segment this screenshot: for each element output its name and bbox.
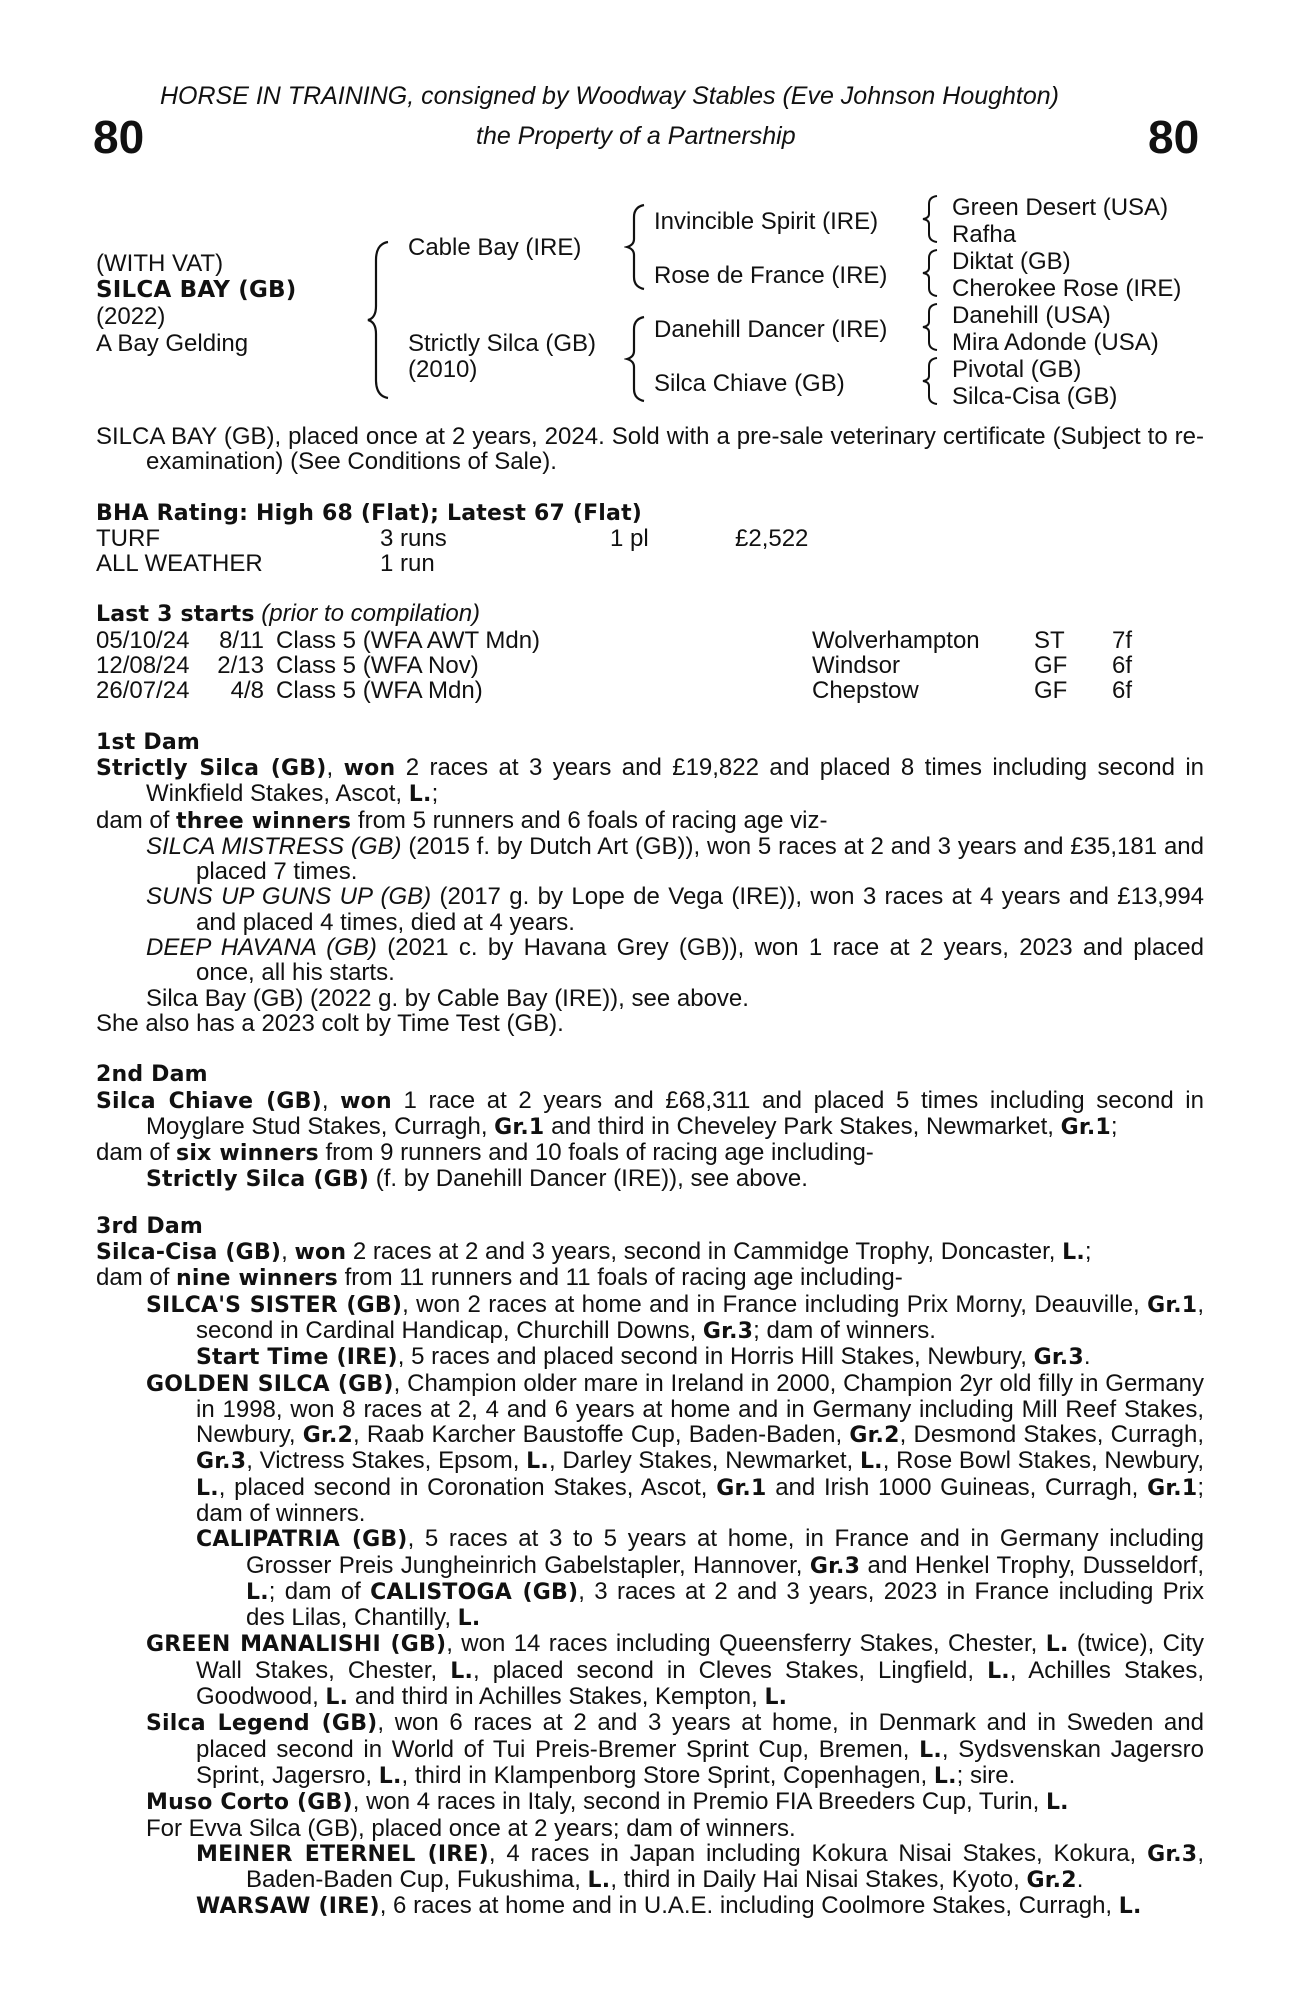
g3-pivotal: Pivotal (GB) xyxy=(952,356,1082,383)
last-starts-title: Last 3 starts xyxy=(96,602,255,628)
starts-heading xyxy=(96,601,1204,627)
foaling-year: (2022) xyxy=(96,303,166,330)
record-text: and Henkel Trophy, Dusseldorf, xyxy=(860,1551,1204,1579)
won-label: won xyxy=(340,1088,392,1114)
race-grade-label: Gr.1 xyxy=(1147,1292,1198,1318)
produce-text: (2021 c. by Havana Grey (GB)), won 1 race at 2 years, 2023 and placed once, all his starts. xyxy=(196,934,1205,987)
produce-text: (f. by Danehill Dancer (IRE)), see above. xyxy=(369,1165,808,1193)
lot-number-left: 80 xyxy=(93,111,145,163)
dam-of-detail: from 5 runners and 6 foals of racing age viz- xyxy=(351,806,828,834)
record-text: , Desmond Stakes, Curragh, xyxy=(899,1421,1204,1449)
produce-name: Strictly Silca (GB) xyxy=(146,1167,370,1193)
starts-note: (prior to compilation) xyxy=(261,600,481,628)
property-line: the Property of a Partnership xyxy=(476,122,796,150)
second-dam-text: and third in Cheveley Park Stakes, Newmarket, xyxy=(544,1112,1061,1140)
punct: ; xyxy=(1110,1112,1118,1140)
race-grade-label: Gr.3 xyxy=(702,1318,754,1344)
turf-row xyxy=(96,526,1204,551)
race-grade-label: Gr.1 xyxy=(1147,1475,1198,1501)
dam-name: Strictly Silca (GB) xyxy=(408,330,597,357)
brace-g3-4 xyxy=(920,356,942,406)
g3-mira-adonde: Mira Adonde (USA) xyxy=(952,329,1159,356)
record-text: , placed second in Coronation Stakes, Ascot, xyxy=(218,1473,717,1501)
summary-paragraph: SILCA BAY (GB), placed once at 2 years, 2024. Sold with a pre-sale veterinary certificate (Subject to re-examination) (See Conditions of Sale). xyxy=(96,423,1204,476)
consignor-line: HORSE IN TRAINING, consigned by Woodway Stables (Eve Johnson Houghton) xyxy=(160,82,1060,110)
produce-entry xyxy=(96,1631,1204,1710)
produce-entry xyxy=(96,834,1204,885)
listed-label: L. xyxy=(408,782,432,808)
produce-name: Muso Corto (GB) xyxy=(146,1790,353,1816)
race-grade-label: L. xyxy=(1045,1632,1069,1658)
g3-silca-cisa: Silca-Cisa (GB) xyxy=(952,383,1118,410)
dam-of-text: dam of xyxy=(96,1139,177,1167)
aw-runs: 1 run xyxy=(380,550,435,578)
second-dam-produce xyxy=(96,1140,1204,1166)
second-dam-title: 2nd Dam xyxy=(96,1062,208,1088)
produce-name: Start Time (IRE) xyxy=(196,1345,398,1371)
record-text: , Victress Stakes, Epsom, xyxy=(246,1447,527,1475)
horse-name: SILCA BAY (GB) xyxy=(96,277,297,303)
record-text: ; sire. xyxy=(956,1761,1016,1789)
g3-green-desert: Green Desert (USA) xyxy=(952,194,1169,221)
produce-name: Silca Legend (GB) xyxy=(146,1711,378,1737)
winners-count: three winners xyxy=(176,808,352,834)
first-dam-produce xyxy=(96,808,1204,834)
race-grade-label: L. xyxy=(764,1685,788,1711)
produce-entry xyxy=(96,1371,1204,1527)
race-grade-label: Gr.2 xyxy=(1026,1868,1077,1894)
produce-entry xyxy=(96,1893,1204,1919)
produce-entry: For Evva Silca (GB), placed once at 2 years; dam of winners. xyxy=(146,1814,796,1842)
group-label: Gr.1 xyxy=(494,1114,545,1140)
record-text: , 5 races and placed second in Horris Hill Stakes, Newbury, xyxy=(397,1343,1034,1371)
produce-name: GREEN MANALISHI (GB) xyxy=(146,1632,447,1658)
produce-entry xyxy=(96,884,1204,935)
produce-name: WARSAW (IRE) xyxy=(196,1894,380,1920)
brace-g3-2 xyxy=(920,248,942,298)
produce-name: CALIPATRIA (GB) xyxy=(196,1527,408,1553)
produce-entry: Silca Bay (GB) (2022 g. by Cable Bay (IRE)), see above. xyxy=(146,984,749,1012)
race-grade-label: L. xyxy=(919,1737,942,1763)
start-distance: 6f xyxy=(1112,652,1133,680)
start-course: Windsor xyxy=(812,652,901,680)
start-date: 05/10/24 xyxy=(96,626,190,654)
dam-sire: Danehill Dancer (IRE) xyxy=(654,316,888,343)
start-row xyxy=(96,628,1204,653)
start-distance: 6f xyxy=(1112,677,1133,705)
race-grade-label: Gr.3 xyxy=(1147,1841,1198,1867)
race-grade-label: Gr.3 xyxy=(196,1449,247,1475)
race-grade-label: L. xyxy=(450,1658,474,1684)
first-dam-heading xyxy=(96,729,1204,755)
produce-name: SILCA'S SISTER (GB) xyxy=(146,1292,403,1318)
turf-label: TURF xyxy=(96,524,160,552)
horse-description: A Bay Gelding xyxy=(96,330,249,357)
start-race: Class 5 (WFA Nov) xyxy=(276,652,479,680)
produce-name: DEEP HAVANA (GB) xyxy=(146,934,377,962)
rating-heading xyxy=(96,500,1204,526)
race-grade-label: L. xyxy=(246,1579,269,1605)
brace-g3-1 xyxy=(920,194,942,244)
third-dam-title: 3rd Dam xyxy=(96,1213,203,1239)
sire-sire: Invincible Spirit (IRE) xyxy=(654,208,879,235)
record-text: , 3 races at 2 and 3 years, 2023 in France including Prix des Lilas, Chantilly, xyxy=(246,1577,1204,1632)
first-dam-record: Strictly Silca (GB), won 2 races at 3 years and £19,822 and placed 8 times including second in Winkfield Stakes, Ascot, L.; xyxy=(96,753,1205,808)
dam-of-text: dam of xyxy=(96,806,177,834)
race-grade-label: L. xyxy=(587,1868,611,1894)
race-grade-label: L. xyxy=(1045,1790,1069,1816)
race-grade-label: L. xyxy=(1118,1894,1142,1920)
first-dam-title: 1st Dam xyxy=(96,729,201,755)
catalogue-body xyxy=(96,424,1204,1920)
record-text: , 6 races at home and in U.A.E. including Coolmore Stakes, Curragh, xyxy=(379,1892,1119,1920)
g3-danehill: Danehill (USA) xyxy=(952,302,1111,329)
record-text: . xyxy=(1083,1343,1091,1371)
winners-count: six winners xyxy=(176,1141,319,1167)
start-going: GF xyxy=(1034,677,1068,705)
punct: ; xyxy=(431,780,439,808)
start-position: 2/13 xyxy=(217,652,264,680)
record-text: , won 14 races including Queensferry Stakes, Chester, xyxy=(446,1630,1046,1658)
sire-dam: Rose de France (IRE) xyxy=(654,262,888,289)
start-position: 4/8 xyxy=(230,677,264,705)
group-label: Gr.1 xyxy=(1060,1114,1111,1140)
record-text: , 4 races in Japan including Kokura Nisai Stakes, Kokura, xyxy=(488,1839,1148,1867)
sire-name: Cable Bay (IRE) xyxy=(408,234,582,261)
produce-note: She also has a 2023 colt by Time Test (GB). xyxy=(96,1009,564,1037)
g3-rafha: Rafha xyxy=(952,221,1017,248)
race-grade-label: L. xyxy=(987,1658,1010,1684)
record-text: (twice), City Wall Stakes, Chester, xyxy=(196,1630,1204,1684)
start-date: 26/07/24 xyxy=(96,677,190,705)
g3-diktat: Diktat (GB) xyxy=(952,248,1071,275)
start-going: ST xyxy=(1034,626,1065,654)
produce-name: GOLDEN SILCA (GB) xyxy=(146,1371,394,1397)
dam-of-detail: from 9 runners and 10 foals of racing age including- xyxy=(318,1139,874,1167)
record-text: ; dam of winners. xyxy=(196,1473,1205,1527)
produce-entry xyxy=(96,1344,1204,1370)
produce-entry xyxy=(96,1789,1204,1815)
brace-g3-3 xyxy=(920,302,942,352)
start-race: Class 5 (WFA AWT Mdn) xyxy=(276,626,541,654)
record-text: , Champion older mare in Ireland in 2000, Champion 2yr old filly in Germany in 1998, won 8 races at 2, 4 and 6 years at home and in Germany including Mill Reef Stakes, Newbury, xyxy=(196,1369,1204,1449)
start-race: Class 5 (WFA Mdn) xyxy=(276,677,483,705)
race-grade-label: L. xyxy=(859,1449,883,1475)
start-position: 8/11 xyxy=(219,626,264,654)
first-dam-name: Strictly Silca (GB) xyxy=(96,755,327,781)
record-text: , 5 races at 3 to 5 years at home, in France and in Germany including Grosser Preis Jungheinrich Gabelstapler, Hannover, xyxy=(246,1525,1204,1579)
start-row xyxy=(96,678,1204,703)
race-grade-label: L. xyxy=(933,1763,957,1789)
record-text: , Darley Stakes, Newmarket, xyxy=(548,1447,860,1475)
race-grade-label: L. xyxy=(526,1449,549,1475)
produce-name: SILCA MISTRESS (GB) xyxy=(146,832,402,860)
third-dam-produce xyxy=(96,1265,1204,1291)
brace-generation-1 xyxy=(364,240,394,400)
race-grade-label: Gr.2 xyxy=(849,1423,900,1449)
second-dam-text: 1 race at 2 years and £68,311 and placed 5 times including second in Moyglare Stud Stakes, Curragh, xyxy=(146,1086,1204,1140)
dam-dam: Silca Chiave (GB) xyxy=(654,370,845,397)
produce-name: SUNS UP GUNS UP (GB) xyxy=(146,883,432,911)
race-grade-label: Gr.2 xyxy=(302,1423,354,1449)
produce-entry xyxy=(96,1841,1204,1894)
start-course: Chepstow xyxy=(812,677,919,705)
brace-dam xyxy=(624,315,650,403)
race-grade-label: Gr.1 xyxy=(716,1475,767,1501)
third-dam-text: 2 races at 2 and 3 years, second in Cammidge Trophy, Doncaster, xyxy=(346,1238,1063,1266)
race-grade-label: L. xyxy=(325,1685,349,1711)
produce-entry xyxy=(96,935,1204,986)
third-dam-record: Silca-Cisa (GB), won 2 races at 2 and 3 years, second in Cammidge Trophy, Doncaster, L.; xyxy=(96,1238,1092,1266)
record-text: , Achilles Stakes, Goodwood, xyxy=(196,1656,1204,1711)
turf-prize: £2,522 xyxy=(735,524,809,552)
produce-text: (2017 g. by Lope de Vega (IRE)), won 3 races at 4 years and £13,994 and placed 4 times, died at 4 years. xyxy=(196,883,1205,936)
record-text: , placed second in Cleves Stakes, Lingfield, xyxy=(473,1656,988,1684)
record-text: , Baden-Baden Cup, Fukushima, xyxy=(246,1839,1204,1894)
dam-of-detail: from 11 runners and 11 foals of racing age including- xyxy=(337,1264,903,1292)
aw-label: ALL WEATHER xyxy=(96,550,263,578)
brace-sire xyxy=(624,203,650,291)
dam-year: (2010) xyxy=(408,356,478,383)
record-text: , won 2 races at home and in France including Prix Morny, Deauville, xyxy=(402,1290,1148,1318)
record-text: ; dam of winners. xyxy=(753,1316,936,1344)
record-text: and third in Achilles Stakes, Kempton, xyxy=(348,1683,765,1711)
lot-number-right: 80 xyxy=(1148,111,1200,163)
race-grade-label: L. xyxy=(196,1475,219,1501)
won-label: won xyxy=(343,755,396,781)
third-dam-name: Silca-Cisa (GB) xyxy=(96,1240,282,1266)
record-text: . xyxy=(1076,1866,1084,1894)
won-label: won xyxy=(294,1240,347,1266)
second-dam-heading xyxy=(96,1061,1204,1087)
record-text: , third in Klampenborg Store Sprint, Copenhagen, xyxy=(401,1761,934,1789)
turf-runs: 3 runs xyxy=(380,524,447,552)
start-row xyxy=(96,653,1204,678)
first-dam-text: 2 races at 3 years and £19,822 and placed 8 times including second in Winkfield Stakes, Ascot, xyxy=(146,753,1205,808)
record-text: , Sydsvenskan Jagersro Sprint, Jagersro, xyxy=(196,1735,1204,1789)
record-text: , third in Daily Hai Nisai Stakes, Kyoto, xyxy=(610,1866,1027,1894)
race-grade-label: Gr.3 xyxy=(1033,1345,1084,1371)
produce-entry xyxy=(96,1292,1204,1345)
record-text: , Rose Bowl Stakes, Newbury, xyxy=(882,1447,1204,1475)
race-grade-label: CALISTOGA (GB) xyxy=(370,1579,579,1605)
produce-name: MEINER ETERNEL (IRE) xyxy=(196,1841,489,1867)
punct: ; xyxy=(1084,1238,1092,1266)
record-text: , won 6 races at 2 and 3 years at home, in Denmark and in Sweden and placed second in World of Tui Preis-Bremer Sprint Cup, Bremen, xyxy=(196,1709,1204,1763)
third-dam-heading xyxy=(96,1213,1204,1239)
record-text: , Raab Karcher Baustoffe Cup, Baden-Baden, xyxy=(353,1421,850,1449)
record-text: , second in Cardinal Handicap, Churchill Downs, xyxy=(196,1290,1204,1344)
race-grade-label: L. xyxy=(457,1606,481,1632)
g3-cherokee-rose: Cherokee Rose (IRE) xyxy=(952,275,1182,302)
vat-note: (WITH VAT) xyxy=(96,250,224,277)
listed-label: L. xyxy=(1062,1240,1085,1266)
start-distance: 7f xyxy=(1112,626,1133,654)
produce-entry xyxy=(96,1166,1204,1192)
bha-rating: BHA Rating: High 68 (Flat); Latest 67 (Flat) xyxy=(96,500,643,526)
produce-entry xyxy=(96,1526,1204,1631)
race-grade-label: L. xyxy=(378,1763,402,1789)
all-weather-row xyxy=(96,551,1204,576)
start-course: Wolverhampton xyxy=(812,626,980,654)
record-text: , won 4 races in Italy, second in Premio FIA Breeders Cup, Turin, xyxy=(352,1788,1046,1816)
dam-of-text: dam of xyxy=(96,1264,177,1292)
produce-text: (2015 f. by Dutch Art (GB)), won 5 races at 2 and 3 years and £35,181 and placed 7 times. xyxy=(196,832,1204,886)
second-dam-name: Silca Chiave (GB) xyxy=(96,1088,322,1114)
record-text: and Irish 1000 Guineas, Curragh, xyxy=(766,1473,1148,1501)
winners-count: nine winners xyxy=(176,1266,338,1292)
produce-entry xyxy=(96,1710,1204,1789)
race-grade-label: Gr.3 xyxy=(809,1553,861,1579)
record-text: ; dam of xyxy=(268,1577,371,1605)
start-going: GF xyxy=(1034,652,1068,680)
start-date: 12/08/24 xyxy=(96,652,190,680)
second-dam-record: Silca Chiave (GB), won 1 race at 2 years and £68,311 and placed 5 times including second in Moyglare Stud Stakes, Curragh, Gr.1 and third in Cheveley Park Stakes, Newmarket, Gr.1; xyxy=(96,1086,1204,1140)
turf-placed: 1 pl xyxy=(610,524,649,552)
